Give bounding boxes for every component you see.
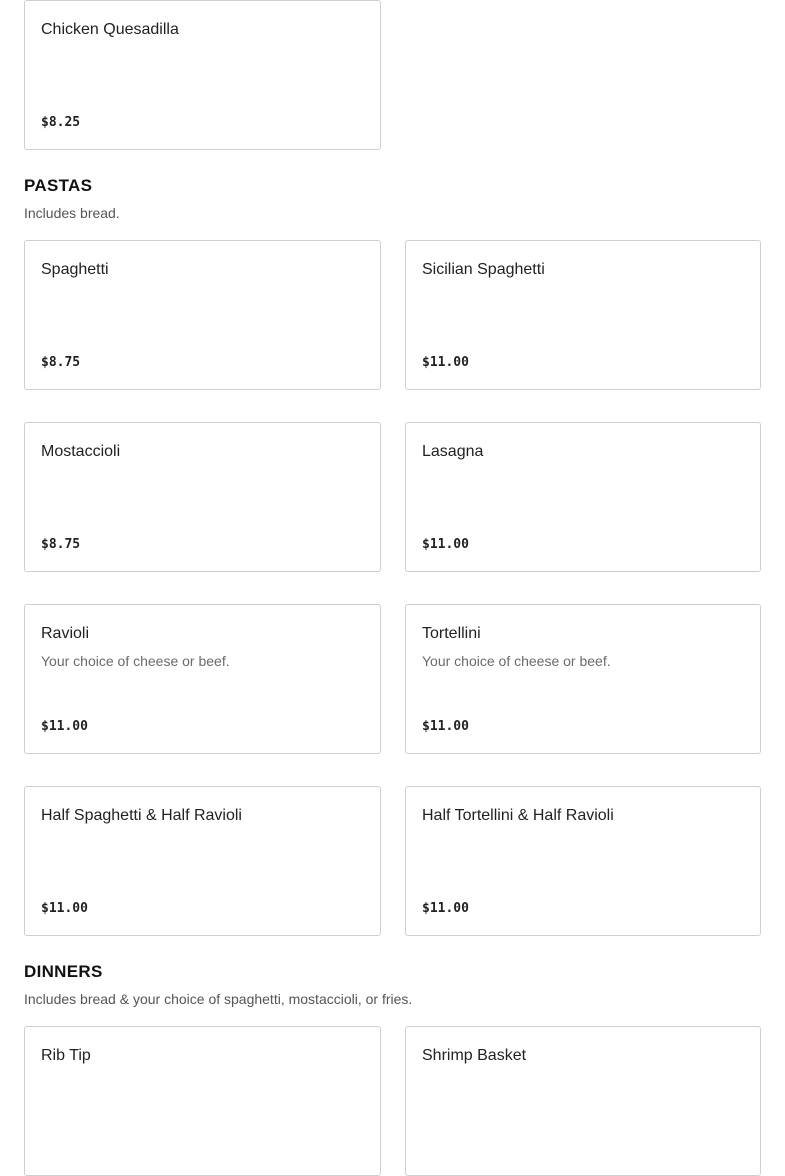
item-name: Mostaccioli (41, 443, 121, 460)
section-note-dinners: Includes bread & your choice of spaghetti, mostaccioli, or fries. (24, 991, 413, 1007)
menu-item-card[interactable] (24, 240, 381, 390)
menu-item-card[interactable] (24, 1026, 381, 1176)
item-name: Half Spaghetti & Half Ravioli (41, 807, 242, 824)
menu-item-card[interactable] (24, 604, 381, 754)
menu-item-card[interactable] (405, 240, 761, 390)
section-title-pastas: PASTAS (24, 176, 93, 195)
item-name: Chicken Quesadilla (41, 21, 179, 38)
section-title-dinners: DINNERS (24, 962, 103, 981)
item-name: Lasagna (422, 443, 484, 460)
item-price: $11.00 (41, 901, 88, 916)
menu-item-card[interactable] (24, 0, 381, 150)
menu-item-card[interactable] (405, 1026, 761, 1176)
menu-item-card[interactable] (405, 604, 761, 754)
section-note-pastas: Includes bread. (24, 205, 120, 221)
item-name: Sicilian Spaghetti (422, 261, 545, 278)
menu-item-card[interactable] (405, 786, 761, 936)
item-price: $11.00 (422, 355, 469, 370)
item-name: Tortellini (422, 625, 481, 642)
menu-item-card[interactable] (24, 786, 381, 936)
item-price: $8.75 (41, 537, 81, 552)
item-name: Rib Tip (41, 1047, 91, 1064)
item-name: Ravioli (41, 625, 90, 642)
item-price: $8.25 (41, 115, 81, 130)
item-price: $11.00 (41, 719, 88, 734)
item-name: Spaghetti (41, 261, 109, 278)
menu-item-card[interactable] (24, 422, 381, 572)
item-description: Your choice of cheese or beef. (41, 653, 230, 669)
item-price: $11.00 (422, 537, 469, 552)
menu-item-card[interactable] (405, 422, 761, 572)
item-price: $8.75 (41, 355, 81, 370)
item-name: Half Tortellini & Half Ravioli (422, 807, 614, 824)
item-name: Shrimp Basket (422, 1047, 527, 1064)
item-price: $11.00 (422, 719, 469, 734)
item-price: $11.00 (422, 901, 469, 916)
item-description: Your choice of cheese or beef. (422, 653, 611, 669)
